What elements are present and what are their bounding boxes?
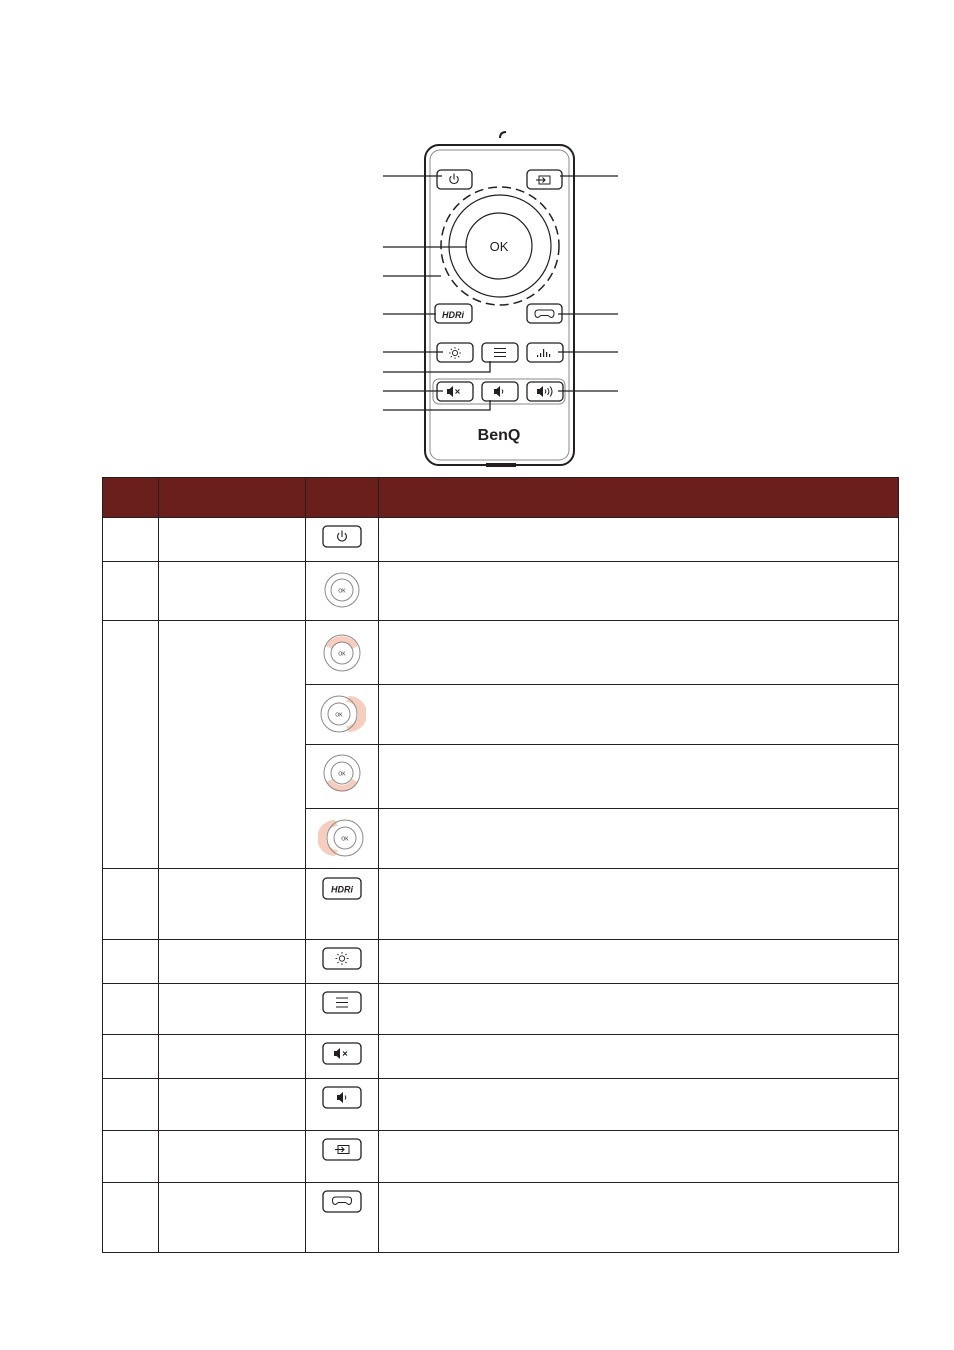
table-row [103,1183,899,1253]
remote-control-figure [0,0,954,480]
table-row [103,1131,899,1183]
input-icon-cell [306,1131,379,1183]
table-row [103,518,899,562]
ok-icon-cell [306,562,379,621]
table-row [103,621,899,685]
header-cell-description [379,478,899,518]
table-row [103,869,899,940]
menu-icon [322,991,362,1017]
table-row [103,940,899,984]
dial-up-icon [318,626,366,678]
dial-left-icon-cell [306,809,379,869]
table-row [103,562,899,621]
hdri-icon [322,877,362,903]
table-row [103,1079,899,1131]
game-icon-cell [306,1183,379,1253]
mute-icon [322,1042,362,1068]
svg-text:OK: OK [338,588,346,595]
power-icon [322,525,362,551]
remote-hdri-label: HDRi [442,310,464,320]
brightness-icon [322,947,362,973]
svg-text:HDRi: HDRi [331,884,353,895]
remote-hdri-button[interactable] [435,304,472,323]
volume-icon [322,1086,362,1112]
dial-up-icon-cell [306,621,379,685]
table-header-row [103,478,899,518]
svg-text:OK: OK [338,651,346,658]
remote-brand-logo: BenQ [477,427,521,444]
remote-volume-down-button[interactable] [482,382,518,401]
svg-text:OK: OK [338,771,346,778]
brightness-icon-cell [306,940,379,984]
remote-menu-button[interactable] [482,343,518,362]
dial-right-icon-cell [306,685,379,745]
dial-down-icon [318,749,366,803]
hdri-icon-cell [306,869,379,940]
volume-icon-cell [306,1079,379,1131]
header-cell-number [103,478,159,518]
input-icon [322,1138,362,1164]
remote-input-button[interactable] [527,170,562,189]
header-cell-name [159,478,306,518]
game-controller-icon [322,1190,362,1216]
menu-icon-cell [306,984,379,1035]
ok-dial-icon [320,568,364,612]
dial-down-icon-cell [306,745,379,809]
remote-game-mode-button[interactable] [527,304,562,323]
remote-volume-up-button[interactable] [527,382,563,401]
header-cell-icon [306,478,379,518]
table-row [103,984,899,1035]
dial-right-icon [318,689,366,739]
remote-power-button[interactable] [437,170,472,189]
control-table [102,477,899,1253]
svg-text:OK: OK [335,712,343,719]
remote-ok-label: OK [489,239,509,254]
table-row [103,1035,899,1079]
remote-audio-mode-button[interactable] [527,343,563,362]
svg-text:OK: OK [341,836,349,843]
power-icon-cell [306,518,379,562]
dial-left-icon [318,813,366,863]
mute-icon-cell [306,1035,379,1079]
